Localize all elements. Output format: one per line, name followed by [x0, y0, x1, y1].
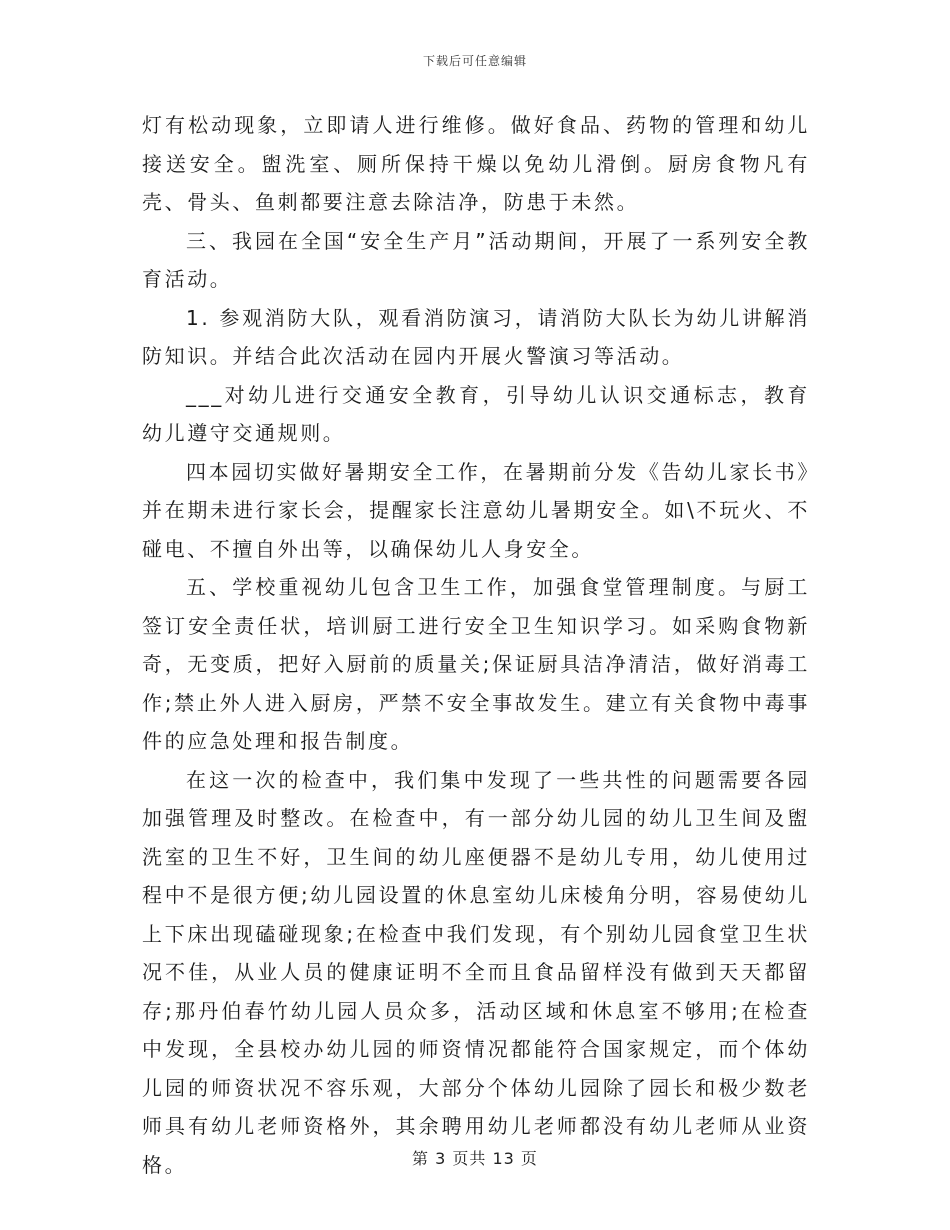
paragraph-inspection-findings: 在这一次的检查中，我们集中发现了一些共性的问题需要各园加强管理及时整改。在检查中，有一部分幼儿园的幼儿卫生间及盥洗室的卫生不好，卫生间的幼儿座便器不是幼儿专用，幼儿使用过程中不是很方便;幼儿园设置的休息室幼儿床棱角分明，容易使幼儿上下床出现磕碰现象;在检查中我们发现，有个别幼儿园食堂卫生状况不佳，从业人员的健康证明不全而且食品留样没有做到天天都留存;那丹伯春竹幼儿园人员众多，活动区域和休息室不够用;在检查中发现，全县校办幼儿园的师资情况都能符合国家规定，而个体幼儿园的师资状况不容乐观，大部分个体幼儿园除了园长和极少数老师具有幼儿老师资格外，其余聘用幼儿老师都没有幼儿老师从业资格。	[142, 767, 810, 1177]
page-header: 下载后可任意编辑	[422, 54, 527, 68]
paragraph-section-three: 三、我园在全国“安全生产月”活动期间，开展了一系列安全教育活动。	[142, 228, 810, 291]
paragraph-section-four: 四本园切实做好暑期安全工作，在暑期前分发《告幼儿家长书》并在期未进行家长会，提醒家长注意幼儿暑期安全。如\不玩火、不碰电、不擅自外出等，以确保幼儿人身安全。	[142, 459, 810, 561]
paragraph-item-one: 1. 参观消防大队，观看消防演习，请消防大队长为幼儿讲解消防知识。并结合此次活动在园内开展火警演习等活动。	[142, 305, 810, 368]
document-body	[142, 106, 810, 1184]
paragraph-traffic-safety: ___对幼儿进行交通安全教育，引导幼儿认识交通标志，教育幼儿遵守交通规则。	[142, 382, 810, 445]
paragraph-continuation: 灯有松动现象，立即请人进行维修。做好食品、药物的管理和幼儿接送安全。盥洗室、厕所保持干燥以免幼儿滑倒。厨房食物凡有壳、骨头、鱼刺都要注意去除洁净，防患于未然。	[142, 113, 810, 214]
page-number: 第 3 页共 13 页	[412, 1149, 538, 1168]
paragraph-section-five: 五、学校重视幼儿包含卫生工作，加强食堂管理制度。与厨工签订安全责任状，培训厨工进行安全卫生知识学习。如采购食物新奇，无变质，把好入厨前的质量关;保证厨具洁净清洁，做好消毒工作;禁止外人进入厨房，严禁不安全事故发生。建立有关食物中毒事件的应急处理和报告制度。	[142, 575, 810, 753]
